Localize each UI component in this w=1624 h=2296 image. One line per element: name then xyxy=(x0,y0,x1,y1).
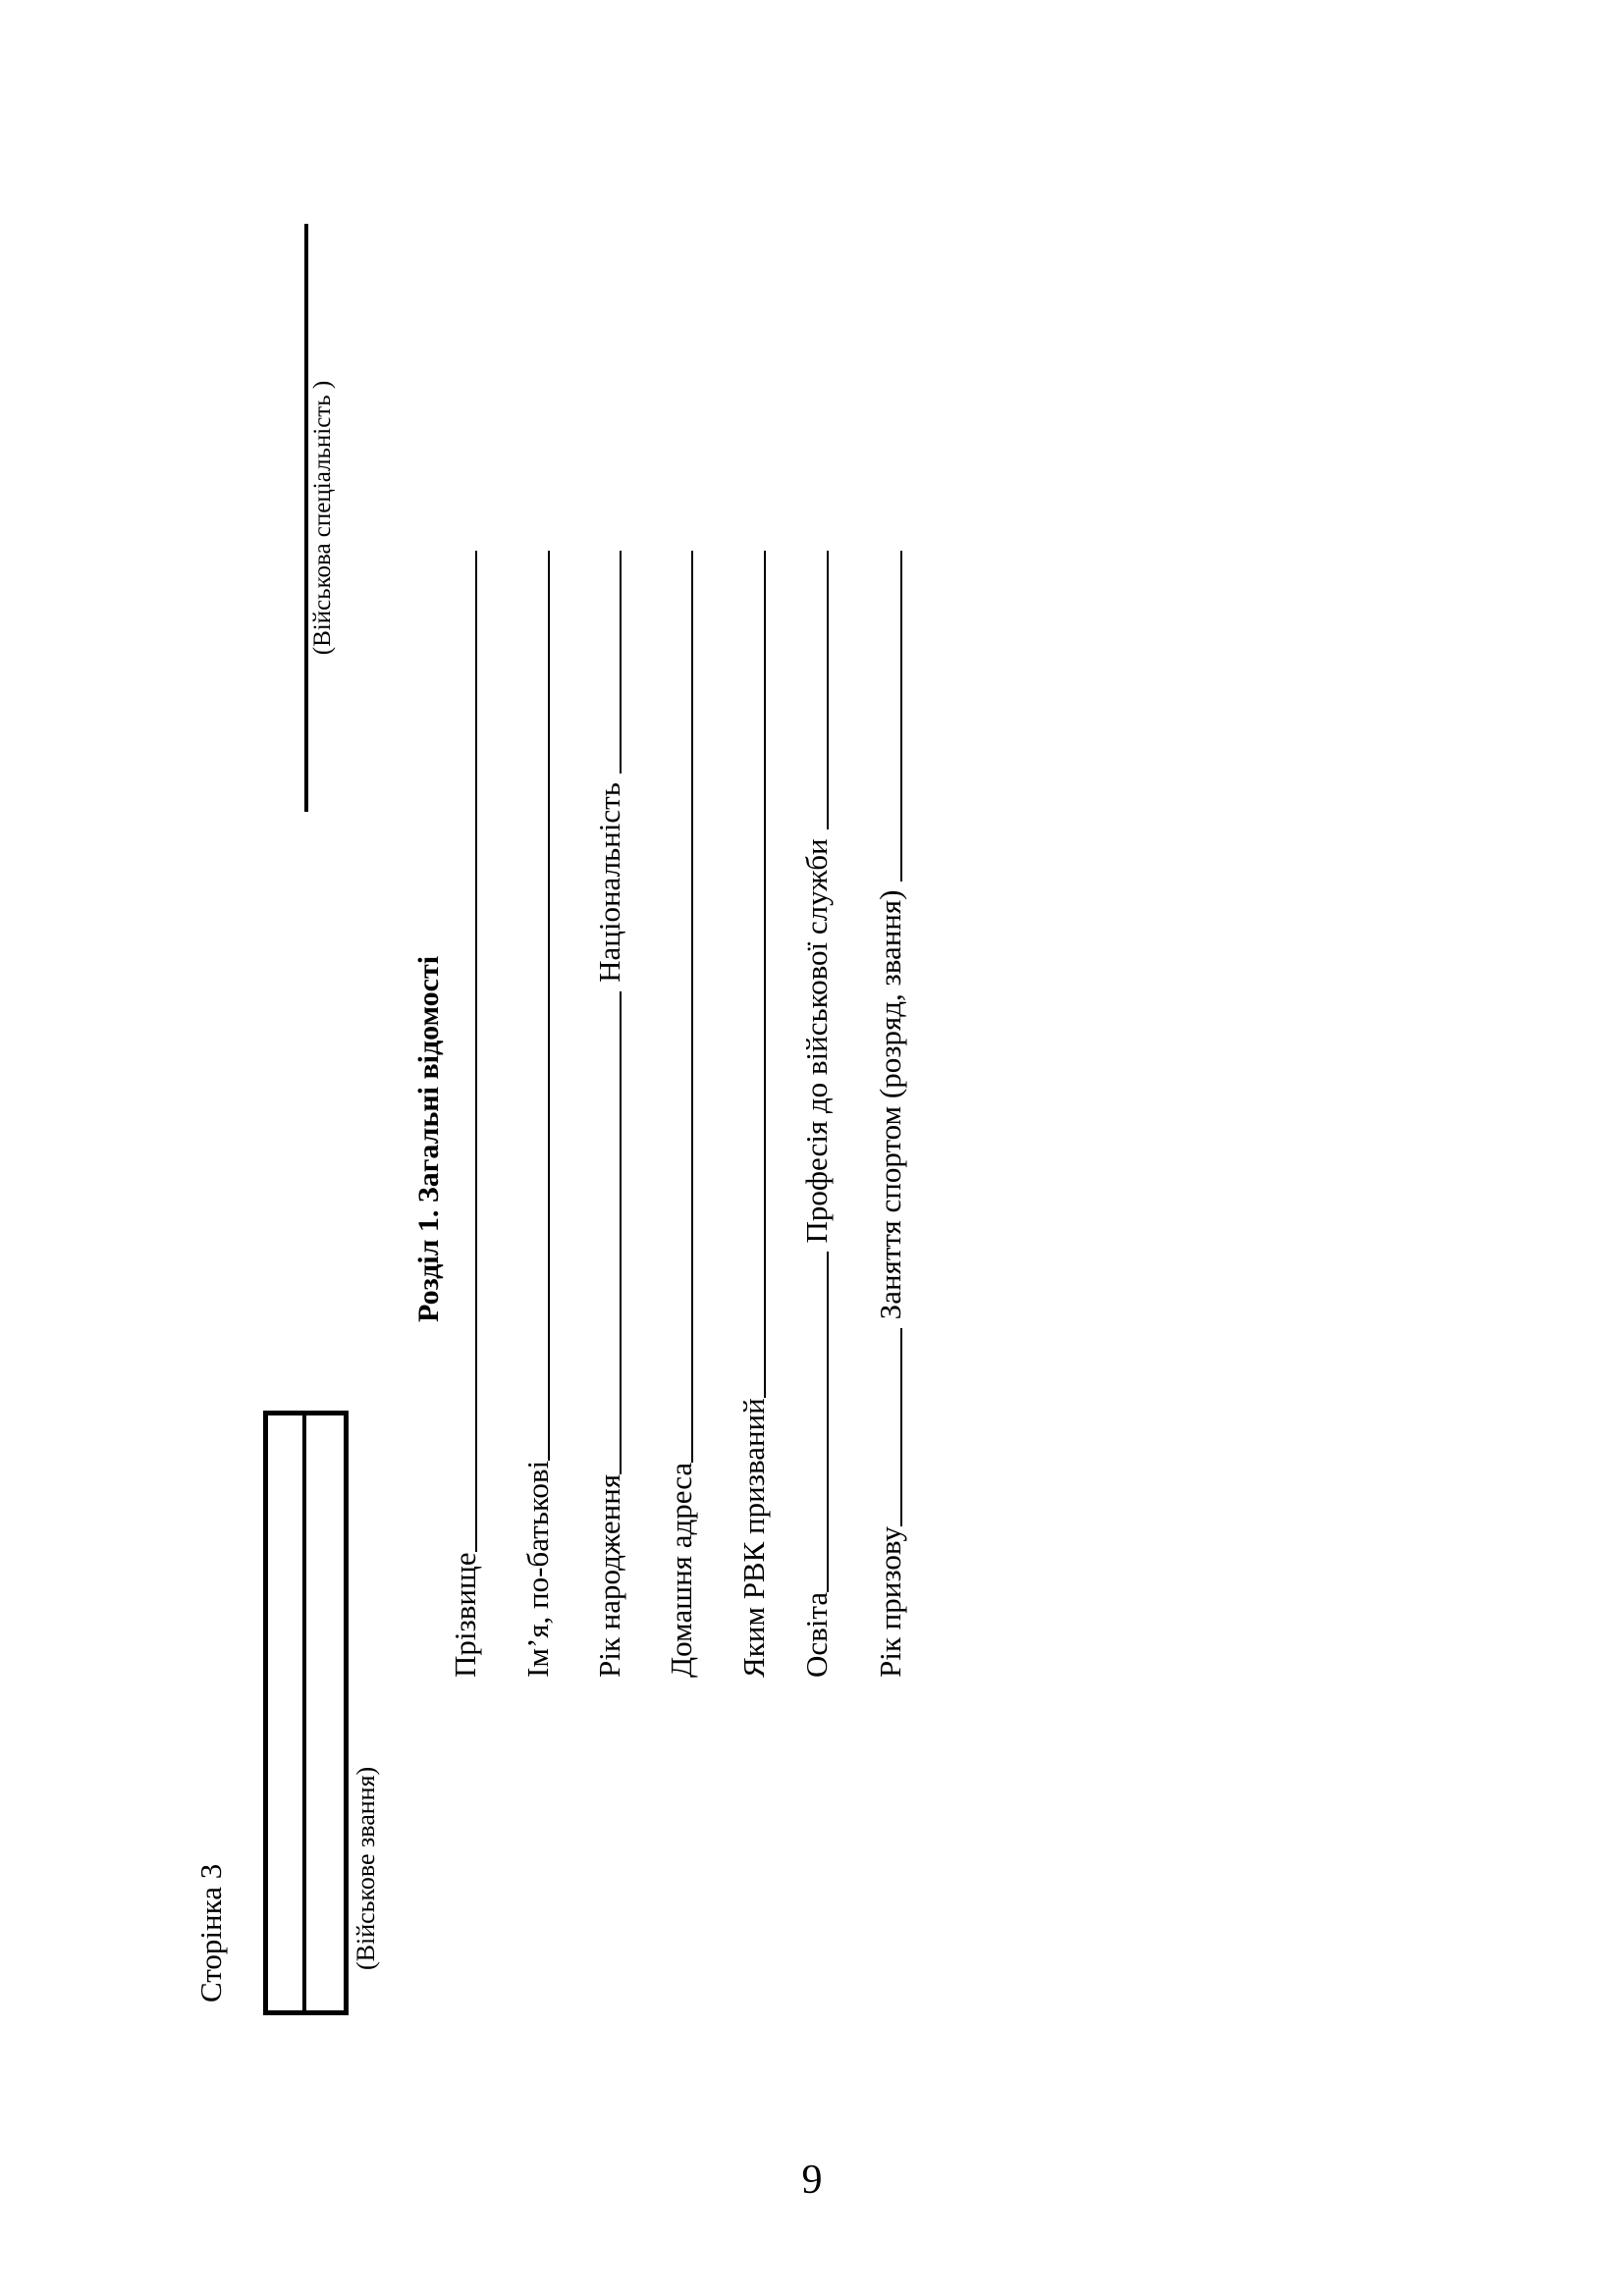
specialty-caption: (Військова спеціальність ) xyxy=(309,380,336,656)
field-label: Професія до військової служби xyxy=(799,838,834,1244)
field-label: Освіта xyxy=(799,1591,834,1678)
form-row xyxy=(798,551,835,1678)
field-label: Заняття спортом (розряд, звання) xyxy=(873,889,907,1320)
form-row xyxy=(591,551,627,1678)
rank-box-caption: (Військове звання) xyxy=(352,1766,380,1970)
form-row xyxy=(663,551,699,1678)
blank-line xyxy=(827,1253,829,1592)
field-label: Ім’я, по-батькові xyxy=(520,1460,555,1678)
blank-line xyxy=(691,551,693,1463)
form-row xyxy=(872,551,908,1678)
blank-line xyxy=(900,551,902,881)
blank-line xyxy=(764,551,766,1398)
section-title: Розділ 1. Загальні відомості xyxy=(412,955,445,1322)
form-row xyxy=(447,551,483,1678)
page-number: 9 xyxy=(801,2158,823,2203)
field-label: Рік призову xyxy=(873,1526,907,1678)
rank-box xyxy=(263,1411,349,2015)
page-header: Сторінка 3 xyxy=(193,1863,228,2002)
field-label: Національність xyxy=(592,782,626,983)
blank-line xyxy=(900,1328,902,1526)
field-label: Домашня адреса xyxy=(664,1462,698,1678)
blank-line xyxy=(620,551,622,774)
blank-line xyxy=(548,551,550,1461)
field-label: Яким РВК призваний xyxy=(736,1398,771,1678)
blank-line xyxy=(475,551,477,1552)
specialty-blank-line xyxy=(304,224,308,812)
field-label: Рік народження xyxy=(592,1473,626,1678)
blank-line xyxy=(620,991,622,1474)
field-label: Прізвище xyxy=(448,1552,482,1678)
rank-box-divider xyxy=(302,1415,306,2010)
form-row xyxy=(735,551,772,1678)
form-row xyxy=(519,551,556,1678)
blank-line xyxy=(827,551,829,829)
